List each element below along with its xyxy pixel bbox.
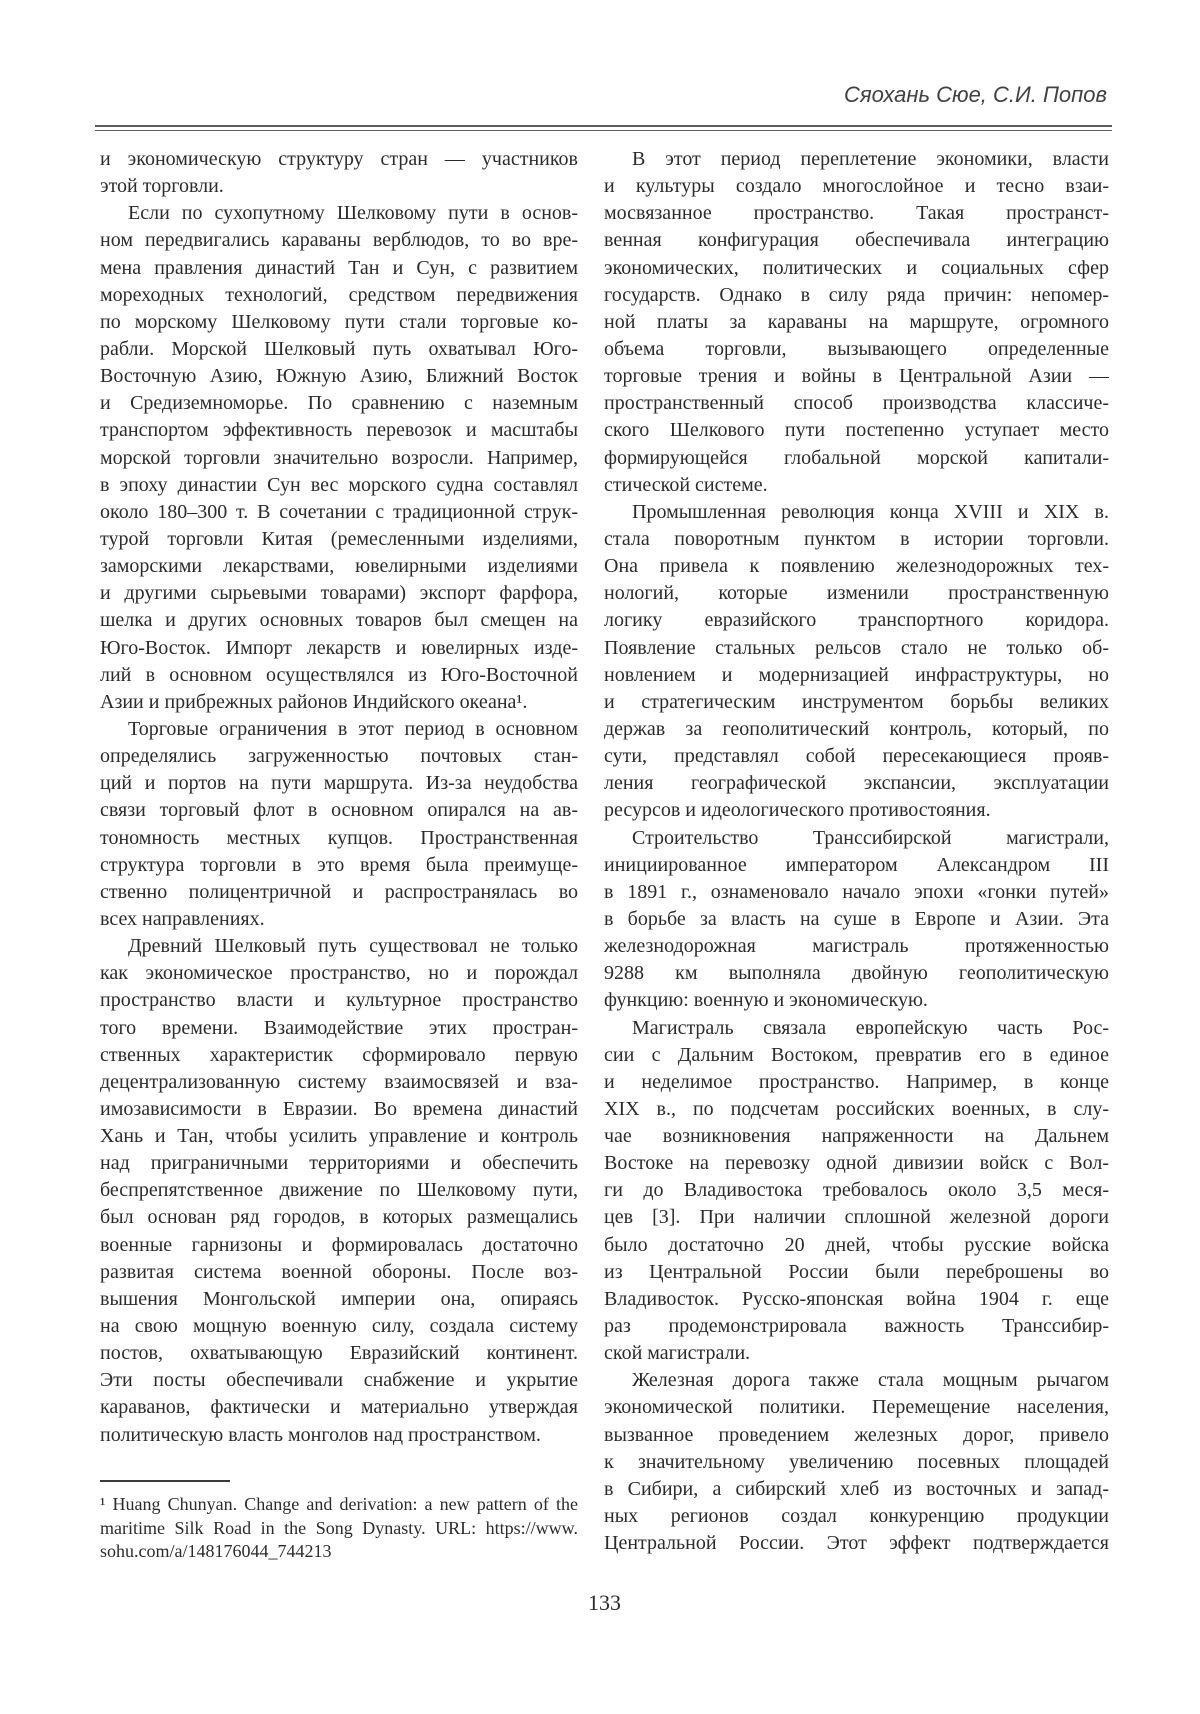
text-line: Владивосток. Русско-японская война 1904 г. еще	[604, 1287, 1109, 1310]
text-line: вышения Монгольской империи она, опираясь	[100, 1287, 578, 1310]
text-line: Строительство Транссибирской магистрали,	[632, 826, 1109, 849]
page-number: 133	[588, 1590, 621, 1615]
text-line: экономической политики. Перемещение населения,	[604, 1396, 1109, 1419]
text-line: военные гарнизоны и формировалась достаточно	[100, 1233, 578, 1256]
text-line: караванов, фактически и материально утверждая	[100, 1396, 578, 1419]
text-line: и стратегическим инструментом борьбы великих	[604, 690, 1109, 713]
text-line: около 180–300 т. В сочетании с традиционной струк-	[100, 500, 578, 523]
text-line: и неделимое пространство. Например, в конце	[604, 1070, 1109, 1093]
text-line: стала поворотным пунктом в истории торговли.	[604, 527, 1109, 550]
text-line: ги до Владивостока требовалось около 3,5 меся-	[604, 1179, 1109, 1202]
text-line: чае возникновения напряженности на Дальнем	[604, 1125, 1109, 1148]
text-line: венная конфигурация обеспечивала интеграцию	[604, 229, 1109, 252]
text-line: структура торговли в это время была преимуще-	[100, 853, 578, 876]
text-line: пространственный способ производства классиче-	[604, 392, 1109, 415]
text-line: Промышленная революция конца XVIII и XIX в.	[632, 500, 1109, 523]
text-line: объема торговли, вызывающего определенные	[604, 337, 1109, 360]
text-line: XIX в., по подсчетам российских военных, в слу-	[604, 1097, 1109, 1120]
text-line: пространство власти и культурное пространство	[100, 989, 578, 1012]
text-line: раз продемонстрировала важность Транссибир-	[604, 1315, 1109, 1338]
text-line: и экономическую структуру стран — участников	[100, 148, 578, 170]
text-line: ресурсов и идеологического противостояния.	[604, 799, 991, 822]
footnote-line: maritime Silk Road in the Song Dynasty. URL: https://www.	[100, 1517, 578, 1538]
footnote-text	[100, 1493, 578, 1564]
text-line: ной платы за караваны на маршруте, огромного	[604, 310, 1109, 333]
text-line: Востоке на перевозку одной дивизии войск с Вол-	[604, 1152, 1109, 1175]
text-line: и культуры создало многослойное и тесно взаи-	[604, 175, 1109, 198]
footnote-line: ¹ Huang Chunyan. Change and derivation: a new pattern of the	[100, 1494, 578, 1514]
text-line: в Сибири, а сибирский хлеб из восточных и запад-	[604, 1477, 1109, 1500]
text-line: постов, охватывающую Евразийский континент.	[100, 1342, 578, 1365]
running-header-authors: Сяохань Сюе, С.И. Попов	[843, 82, 1107, 107]
text-line: новлением и модернизацией инфраструктуры, но	[604, 663, 1109, 686]
text-line: государств. Однако в силу ряда причин: непомер-	[604, 283, 1109, 306]
text-line: политическую власть монголов над пространством.	[100, 1423, 541, 1446]
text-line: Она привела к появлению железнодорожных тех-	[604, 555, 1109, 578]
text-line: транспортом эффективность перевозок и масштабы	[100, 419, 578, 442]
footnote-line: sohu.com/a/148176044_744213	[100, 1541, 332, 1562]
text-line: сии с Дальним Востоком, превратив его в единое	[604, 1043, 1109, 1066]
text-line: по морскому Шелковому пути стали торговые ко-	[100, 310, 578, 333]
text-line: Железная дорога также стала мощным рычагом	[632, 1369, 1109, 1392]
text-line: экономических, политических и социальных сфер	[604, 256, 1109, 279]
text-line: тономность местных купцов. Пространственная	[100, 826, 578, 849]
text-line: морской торговли значительно возросли. Например,	[100, 446, 578, 469]
text-line: ном передвигались караваны верблюдов, то во вре-	[100, 229, 578, 252]
text-line: железнодорожная магистраль протяженностью	[604, 935, 1109, 958]
text-line: ственных характеристик сформировало первую	[100, 1043, 578, 1066]
text-line: логику евразийского транспортного коридора.	[604, 609, 1109, 632]
text-line: было достаточно 20 дней, чтобы русские войска	[604, 1233, 1109, 1256]
text-line: Азии и прибрежных районов Индийского океана¹.	[100, 690, 528, 713]
text-line: имозависимости в Евразии. Во времена династий	[100, 1097, 578, 1120]
text-line: в 1891 г., ознаменовало начало эпохи «гонки путей»	[604, 880, 1109, 903]
text-line: к значительному увеличению посевных площадей	[604, 1450, 1109, 1473]
text-line: Появление стальных рельсов стало не только об-	[604, 636, 1109, 659]
text-line: Хань и Тан, чтобы усилить управление и контроль	[100, 1125, 578, 1148]
text-line: вызванное проведением железных дорог, привело	[604, 1423, 1109, 1446]
text-line: ственно полицентричной и распространялась во	[100, 880, 578, 903]
text-line: определялись загруженностью почтовых стан-	[100, 745, 578, 768]
text-line: В этот период переплетение экономики, власти	[632, 148, 1109, 170]
text-line: и другими сырьевыми товарами) экспорт фарфора,	[100, 582, 578, 605]
text-line: инициированное императором Александром III	[604, 853, 1109, 876]
text-line: в борьбе за власть на суше в Европе и Азии. Эта	[604, 907, 1109, 930]
text-line: мена правления династий Тан и Сун, с развитием	[100, 256, 578, 279]
text-line: нологий, которые изменили пространственную	[604, 582, 1109, 605]
text-line: торговые трения и войны в Центральной Азии —	[604, 365, 1109, 388]
text-line: шелка и других основных товаров был смещен на	[100, 609, 578, 632]
text-line: рабли. Морской Шелковый путь охватывал Юго-	[100, 337, 578, 360]
text-line: Если по сухопутному Шелковому пути в основ-	[128, 202, 578, 225]
text-line: беспрепятственное движение по Шелковому пути,	[100, 1179, 578, 1202]
left-text-column	[100, 146, 578, 1449]
text-line: ных регионов создал конкуренцию продукции	[604, 1505, 1109, 1528]
text-line: Магистраль связала европейскую часть Рос-	[632, 1016, 1109, 1039]
text-line: Юго-Восток. Импорт лекарств и ювелирных изде-	[100, 636, 578, 659]
text-line: Древний Шелковый путь существовал не только	[128, 935, 578, 958]
header-rule	[95, 125, 1112, 131]
text-line: Эти посты обеспечивали снабжение и укрытие	[100, 1369, 578, 1392]
text-line: развитая система военной обороны. После воз-	[100, 1260, 578, 1283]
footnote	[100, 1480, 578, 1564]
text-line: стической системе.	[604, 473, 768, 496]
text-line: из Центральной России были переброшены во	[604, 1260, 1109, 1283]
text-line: в эпоху династии Сун вес морского судна составлял	[100, 473, 578, 496]
text-line: ской магистрали.	[604, 1342, 751, 1365]
text-line: мореходных технологий, средством передвижения	[100, 283, 578, 306]
text-line: децентрализованную систему взаимосвязей и вза-	[100, 1070, 578, 1093]
text-line: Торговые ограничения в этот период в основном	[128, 717, 578, 740]
text-line: турой торговли Китая (ремесленными изделиями,	[100, 527, 578, 550]
text-line: цев [3]. При наличии сплошной железной дороги	[604, 1206, 1109, 1229]
text-line: этой торговли.	[100, 175, 224, 198]
text-line: держав за геополитический контроль, который, по	[604, 717, 1109, 740]
text-line: лий в основном осуществлялся из Юго-Восточной	[100, 663, 578, 686]
text-line: функцию: военную и экономическую.	[604, 989, 928, 1012]
text-line: был основан ряд городов, в которых размещались	[100, 1206, 578, 1229]
text-line: ций и портов на пути маршрута. Из-за неудобства	[100, 772, 578, 795]
text-line: Центральной России. Этот эффект подтверждается	[604, 1532, 1109, 1555]
footnote-rule	[100, 1480, 230, 1482]
text-line: ского Шелкового пути постепенно уступает место	[604, 419, 1109, 442]
text-line: сути, представлял собой пересекающиеся прояв-	[604, 745, 1109, 768]
text-line: связи торговый флот в основном опирался на ав-	[100, 799, 578, 822]
text-line: на свою мощную военную силу, создала систему	[100, 1315, 578, 1338]
text-line: ления географической экспансии, эксплуатации	[604, 772, 1109, 795]
text-line: 9288 км выполняла двойную геополитическую	[604, 962, 1109, 985]
text-line: заморскими лекарствами, ювелирными изделиями	[100, 555, 578, 578]
text-line: формирующейся глобальной морской капитали-	[604, 446, 1109, 469]
text-line: как экономическое пространство, но и порождал	[100, 962, 578, 985]
text-line: Восточную Азию, Южную Азию, Ближний Восток	[100, 365, 578, 388]
right-text-column	[604, 146, 1109, 1557]
text-line: всех направлениях.	[100, 907, 265, 930]
text-line: над приграничными территориями и обеспечить	[100, 1152, 578, 1175]
text-line: того времени. Взаимодействие этих простран-	[100, 1016, 578, 1039]
text-line: мосвязанное пространство. Такая пространст-	[604, 202, 1109, 225]
text-line: и Средиземноморье. По сравнению с наземным	[100, 392, 578, 415]
